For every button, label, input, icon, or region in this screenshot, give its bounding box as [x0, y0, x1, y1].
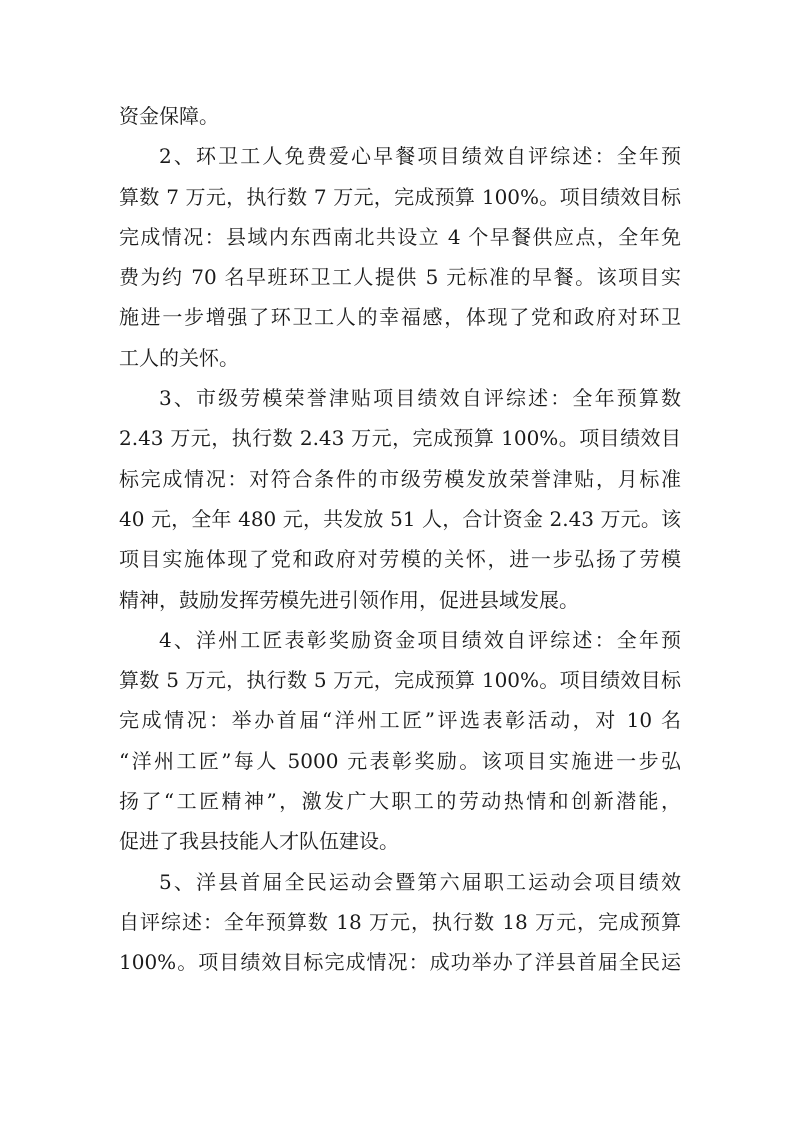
text-line: 5、洋县首届全民运动会暨第六届职工运动会项目绩效 [159, 869, 681, 894]
text-line: 促进了我县技能人才队伍建设。 [119, 829, 399, 854]
paragraph-sports-games [119, 862, 681, 983]
text-line: 项目实施体现了党和政府对劳模的关怀，进一步弘扬了劳模 [119, 547, 681, 572]
paragraph-craftsman-award [119, 620, 681, 862]
paragraph-model-worker-allowance [119, 378, 681, 620]
paragraph-sanitation-breakfast [119, 136, 681, 378]
text-line: 算数 5 万元，执行数 5 万元，完成预算 100%。项目绩效目标 [119, 668, 681, 693]
text-line: 完成情况：县域内东西南北共设立 4 个早餐供应点，全年免 [119, 224, 681, 249]
text-line: 精神，鼓励发挥劳模先进引领作用，促进县域发展。 [119, 587, 579, 612]
text-line: 3、市级劳模荣誉津贴项目绩效自评综述：全年预算数 [159, 386, 681, 411]
paragraph-fund-guarantee [119, 96, 681, 136]
text-line: 资金保障。 [119, 104, 219, 128]
text-line: 自评综述：全年预算数 18 万元，执行数 18 万元，完成预算 [119, 909, 681, 934]
text-line: 费为约 70 名早班环卫工人提供 5 元标准的早餐。该项目实 [119, 265, 681, 290]
text-line: 2.43 万元，执行数 2.43 万元，完成预算 100%。项目绩效目 [119, 426, 681, 451]
text-line: “洋州工匠”每人 5000 元表彰奖励。该项目实施进一步弘 [119, 748, 681, 773]
text-line: 2、环卫工人免费爱心早餐项目绩效自评综述：全年预 [159, 144, 681, 169]
text-line: 4、洋州工匠表彰奖励资金项目绩效自评综述：全年预 [159, 627, 681, 652]
text-line: 算数 7 万元，执行数 7 万元，完成预算 100%。项目绩效目标 [119, 184, 681, 209]
text-line: 标完成情况：对符合条件的市级劳模发放荣誉津贴，月标准 [119, 466, 681, 491]
text-line: 工人的关怀。 [119, 345, 239, 370]
text-line: 扬了“工匠精神”，激发广大职工的劳动热情和创新潜能， [119, 789, 681, 814]
text-line: 完成情况：举办首届“洋州工匠”评选表彰活动，对 10 名 [119, 708, 681, 733]
text-line: 40 元，全年 480 元，共发放 51 人，合计资金 2.43 万元。该 [119, 506, 681, 531]
text-line: 施进一步增强了环卫工人的幸福感，体现了党和政府对环卫 [119, 305, 681, 330]
text-line: 100%。项目绩效目标完成情况：成功举办了洋县首届全民运 [119, 950, 681, 975]
document-body [119, 96, 681, 983]
